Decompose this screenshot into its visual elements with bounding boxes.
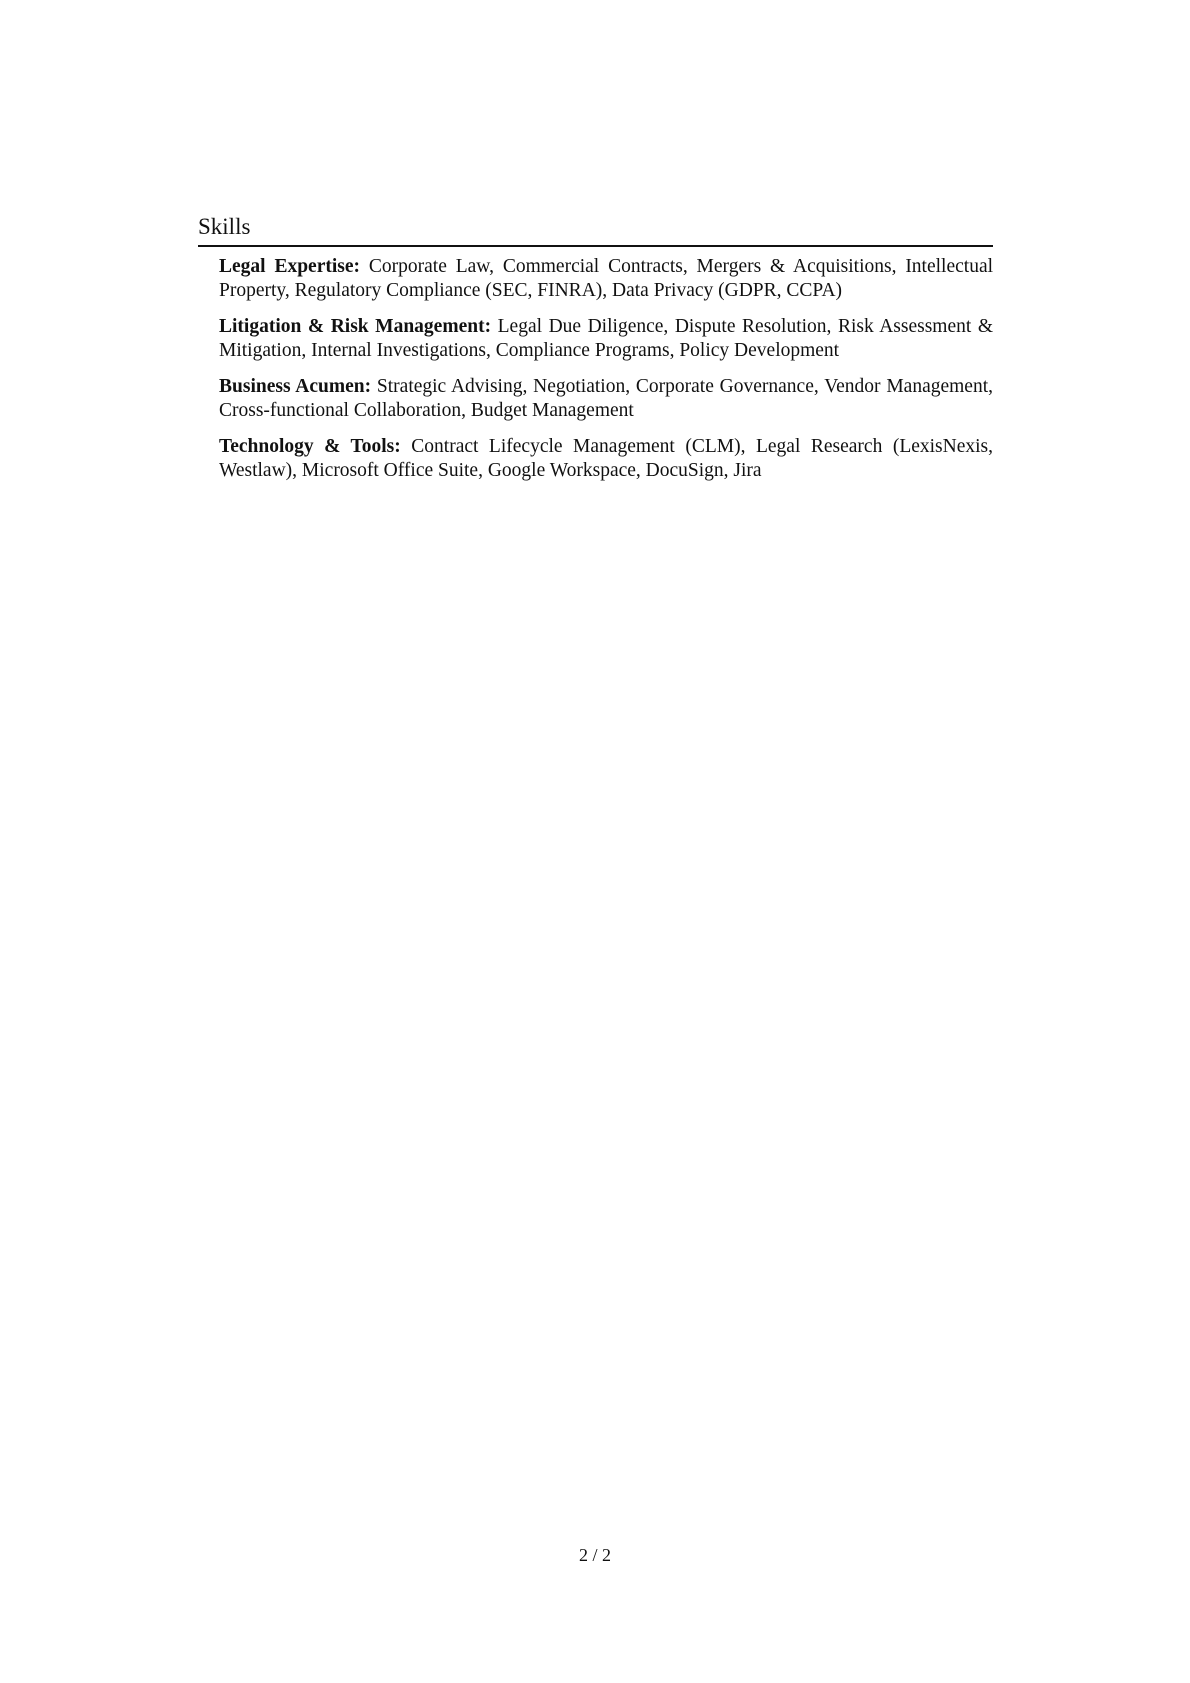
skill-item-litigation-risk (219, 315, 993, 362)
skill-label: Legal Expertise: (219, 256, 361, 277)
skill-item-technology-tools (219, 435, 993, 482)
section-divider (198, 245, 993, 247)
skill-text: Contract Lifecycle Management (CLM), Legal Research (LexisNexis, Westlaw), Microsoft Office Suite, Google Workspace, DocuSign, Jira (219, 436, 994, 481)
skill-text: Corporate Law, Commercial Contracts, Mergers & Acquisitions, Intellectual Property, Regulatory Compliance (SEC, FINRA), Data Privacy (GDPR, CCPA) (219, 256, 994, 301)
skills-section (198, 213, 993, 495)
skill-text: Legal Due Diligence, Dispute Resolution, Risk Assessment & Mitigation, Internal Investigations, Compliance Programs, Policy Development (219, 316, 994, 361)
skill-item-legal-expertise (219, 255, 993, 302)
skill-text: Strategic Advising, Negotiation, Corporate Governance, Vendor Management, Cross-functional Collaboration, Budget Management (219, 376, 993, 421)
skill-label: Business Acumen: (219, 376, 372, 397)
skill-label: Litigation & Risk Management: (219, 316, 492, 337)
skill-item-business-acumen (219, 375, 993, 422)
skills-list (198, 255, 993, 482)
skill-label: Technology & Tools: (219, 436, 401, 457)
section-title: Skills (198, 214, 251, 239)
page-number: 2 / 2 (578, 1545, 611, 1565)
